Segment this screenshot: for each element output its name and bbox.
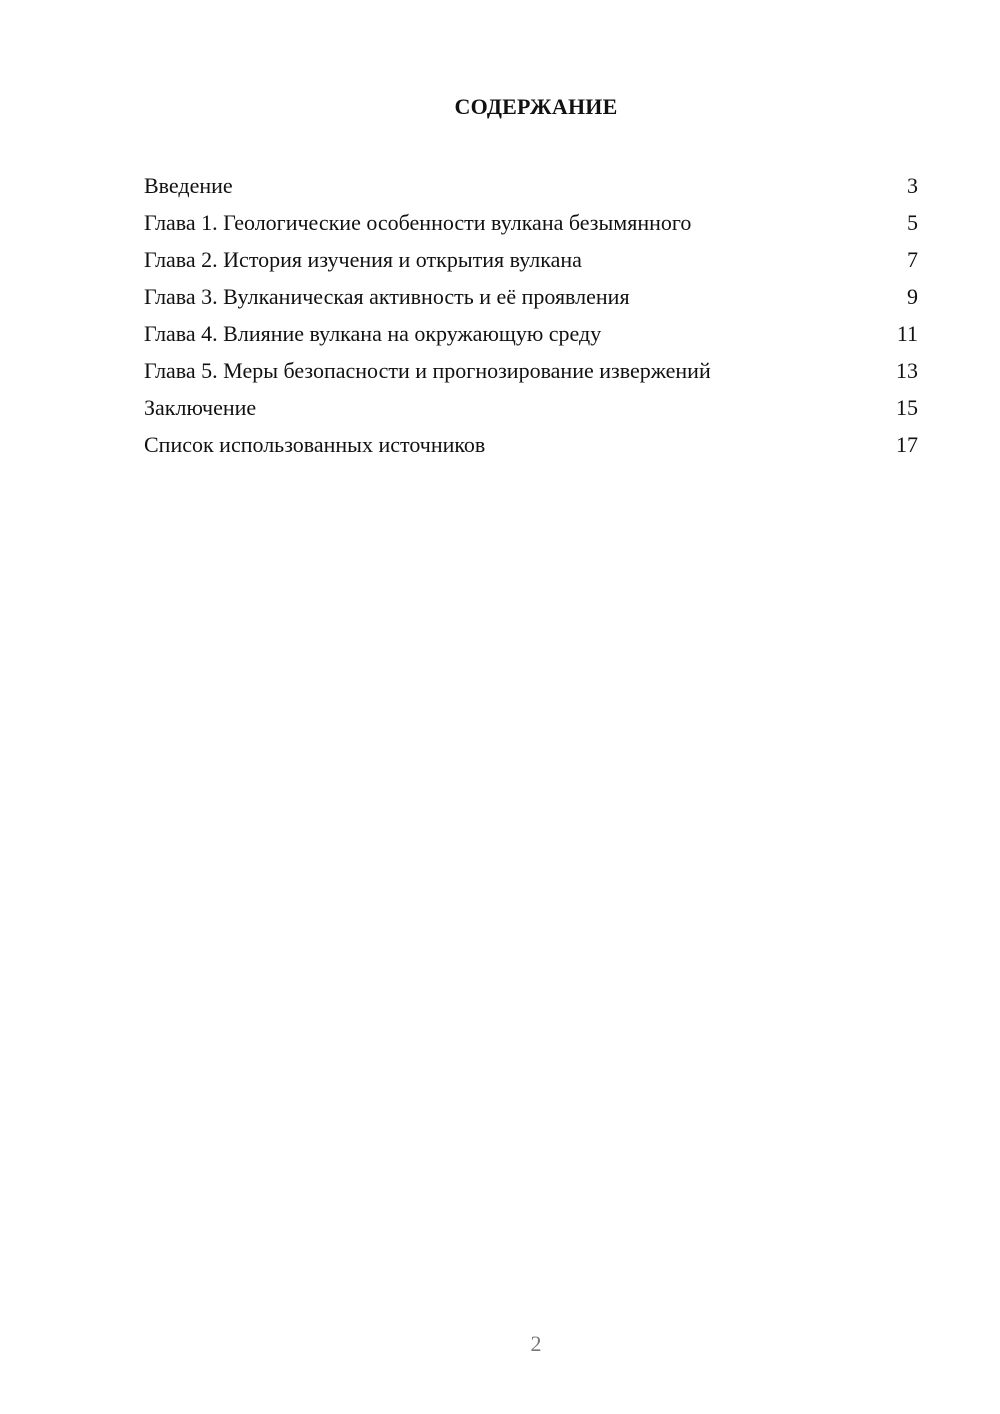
toc-item-label: Список использованных источников xyxy=(144,432,486,457)
toc-item-chapter-3[interactable] xyxy=(144,278,918,315)
page-title: СОДЕРЖАНИЕ xyxy=(454,94,618,119)
toc-item-page: 13 xyxy=(896,358,918,383)
page-number: 2 xyxy=(530,1331,542,1356)
toc-item-label: Введение xyxy=(144,173,233,198)
toc-item-label: Глава 3. Вулканическая активность и её проявления xyxy=(144,284,630,309)
toc-item-conclusion[interactable] xyxy=(144,389,918,426)
toc-item-label: Глава 2. История изучения и открытия вулкана xyxy=(144,247,582,272)
toc-item-label: Глава 4. Влияние вулкана на окружающую среду xyxy=(144,321,602,346)
toc-item-label: Глава 5. Меры безопасности и прогнозирование извержений xyxy=(144,358,711,383)
toc-item-page: 9 xyxy=(907,284,918,309)
toc-item-page: 15 xyxy=(896,395,918,420)
toc-item-page: 3 xyxy=(907,173,918,198)
toc-item-page: 11 xyxy=(896,321,918,346)
toc-item-chapter-4[interactable] xyxy=(144,315,918,352)
toc-item-references[interactable] xyxy=(144,426,918,463)
toc-item-label: Заключение xyxy=(144,395,257,420)
toc-item-page: 17 xyxy=(896,432,918,457)
table-of-contents xyxy=(144,167,918,463)
toc-item-chapter-5[interactable] xyxy=(144,352,918,389)
toc-item-page: 7 xyxy=(907,247,918,272)
toc-item-page: 5 xyxy=(907,210,918,235)
toc-item-label: Глава 1. Геологические особенности вулкана безымянного xyxy=(144,210,692,235)
toc-item-chapter-1[interactable] xyxy=(144,204,918,241)
toc-item-introduction[interactable] xyxy=(144,167,918,204)
toc-item-chapter-2[interactable] xyxy=(144,241,918,278)
